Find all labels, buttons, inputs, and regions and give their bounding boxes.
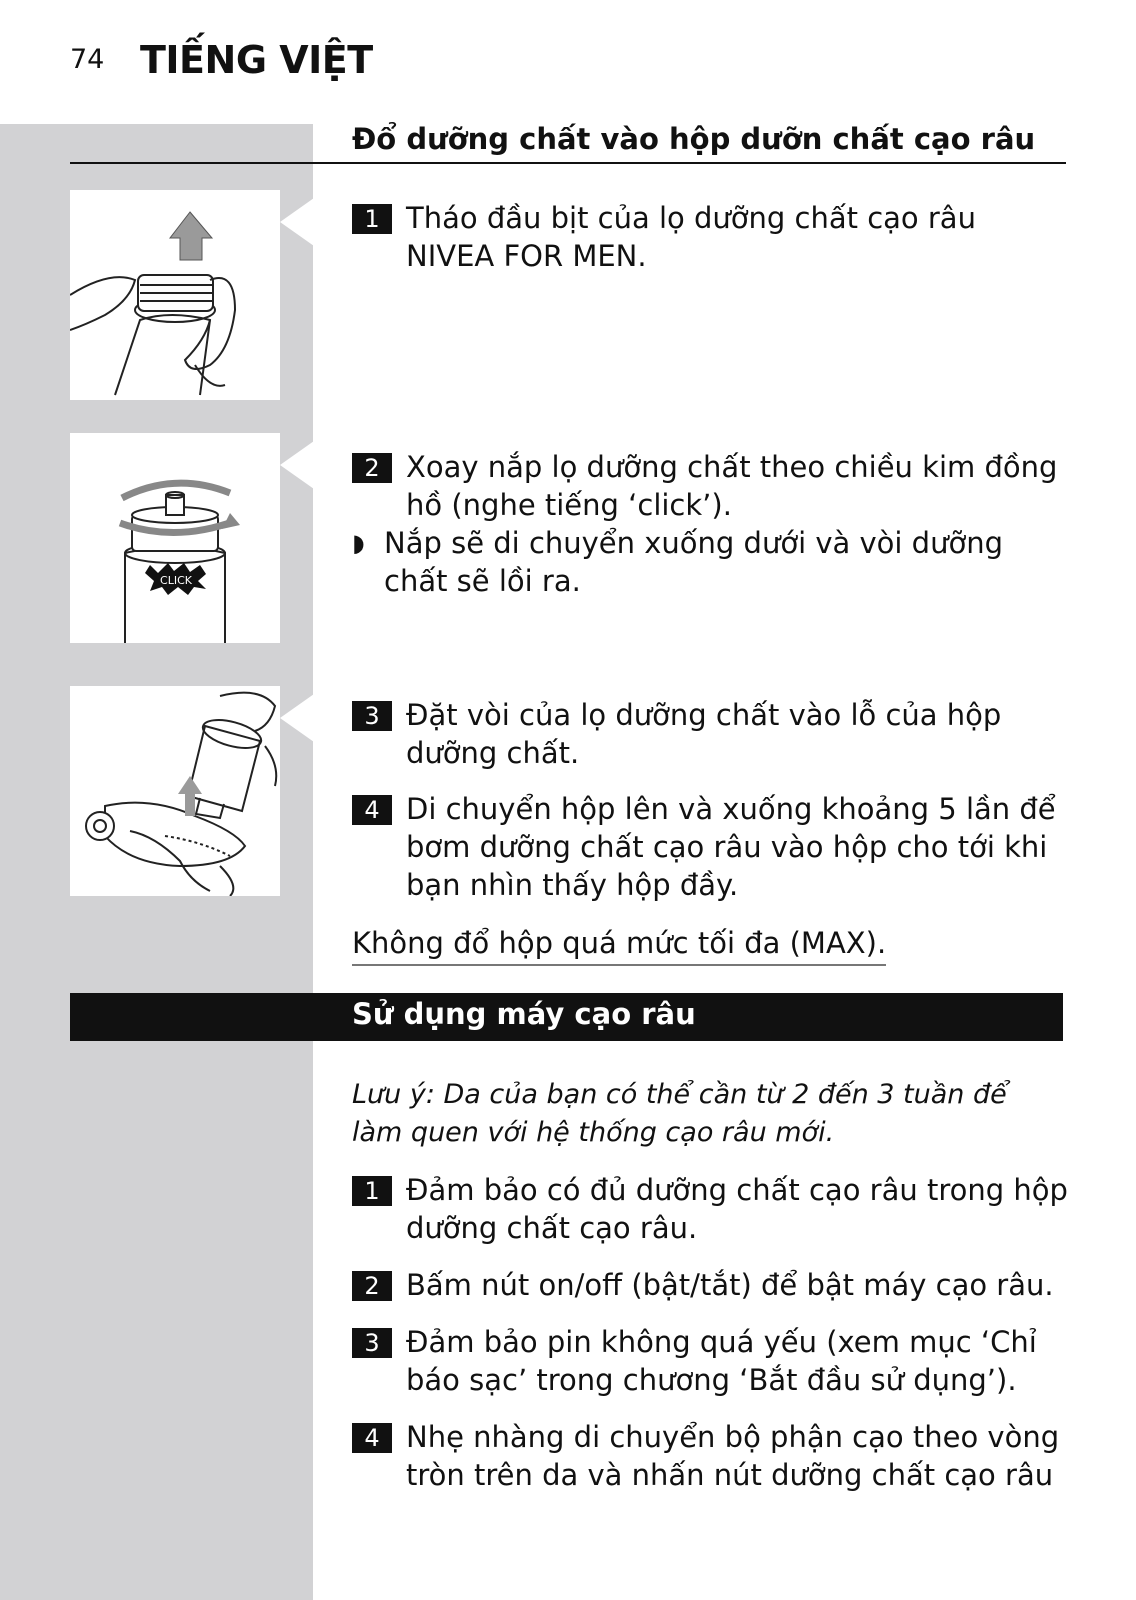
- illustration-pointer: [280, 198, 314, 246]
- step-text: Xoay nắp lọ dưỡng chất theo chiều kim đồng hồ (nghe tiếng ‘click’).: [406, 450, 1058, 522]
- result-text: Nắp sẽ di chuyển xuống dưới và vòi dưỡng chất sẽ lồi ra.: [384, 526, 1003, 598]
- max-warning: Không đổ hộp quá mức tối đa (MAX).: [352, 924, 886, 966]
- language-heading: TIẾNG VIỆT: [140, 38, 373, 82]
- illustration-twist-cap: [70, 433, 280, 643]
- step-text: Đảm bảo pin không quá yếu (xem mục ‘Chỉ báo sạc’ trong chương ‘Bắt đầu sử dụng’).: [406, 1325, 1037, 1397]
- section-title-using-shaver: Sử dụng máy cạo râu: [352, 997, 696, 1031]
- section-rule: [70, 162, 1066, 164]
- step-number-badge: 2: [352, 1271, 392, 1301]
- twist-cap-drawing: [70, 433, 280, 643]
- step-number-badge: 2: [352, 453, 392, 483]
- illustration-remove-cap: [70, 190, 280, 400]
- step-text: Di chuyển hộp lên và xuống khoảng 5 lần để bơm dưỡng chất cạo râu vào hộp cho tới khi bạn nhìn thấy hộp đầy.: [406, 792, 1056, 902]
- step-text: Nhẹ nhàng di chuyển bộ phận cạo theo vòng tròn trên da và nhấn nút dưỡng chất cạo râu: [406, 1420, 1060, 1492]
- step-item: [352, 696, 1070, 772]
- step-item: [352, 1266, 1070, 1304]
- step-text: Đảm bảo có đủ dưỡng chất cạo râu trong hộp dưỡng chất cạo râu.: [406, 1173, 1068, 1245]
- step-item: [352, 790, 1070, 904]
- step-item: [352, 1418, 1070, 1494]
- step-item: [352, 1323, 1070, 1399]
- step-item: [352, 199, 1070, 275]
- step-text: Bấm nút on/off (bật/tắt) để bật máy cạo râu.: [406, 1268, 1054, 1302]
- note-text: Lưu ý: Da của bạn có thể cần từ 2 đến 3 tuần để làm quen với hệ thống cạo râu mới.: [352, 1079, 1007, 1148]
- result-bullet-icon: ◗: [352, 529, 365, 557]
- step-item: [352, 1171, 1070, 1247]
- step-result: [352, 524, 1062, 600]
- illustration-pointer: [280, 441, 314, 489]
- illustration-pointer: [280, 694, 314, 742]
- page-number: 74: [70, 44, 105, 75]
- step-number-badge: 4: [352, 1423, 392, 1453]
- step-number-badge: 4: [352, 795, 392, 825]
- pump-drawing: [70, 686, 280, 896]
- section-title-fill-lotion: Đổ dưỡng chất vào hộp dưỡn chất cạo râu: [352, 122, 1036, 156]
- step-number-badge: 3: [352, 701, 392, 731]
- step-number-badge: 1: [352, 1176, 392, 1206]
- step-number-badge: 3: [352, 1328, 392, 1358]
- remove-cap-drawing: [70, 190, 280, 400]
- illustration-pump-into-cartridge: [70, 686, 280, 896]
- step-text: Tháo đầu bịt của lọ dưỡng chất cạo râu NIVEA FOR MEN.: [406, 201, 976, 273]
- step-number-badge: 1: [352, 204, 392, 234]
- click-label: CLICK: [160, 574, 192, 587]
- step-text: Đặt vòi của lọ dưỡng chất vào lỗ của hộp dưỡng chất.: [406, 698, 1002, 770]
- step-item: [352, 448, 1070, 524]
